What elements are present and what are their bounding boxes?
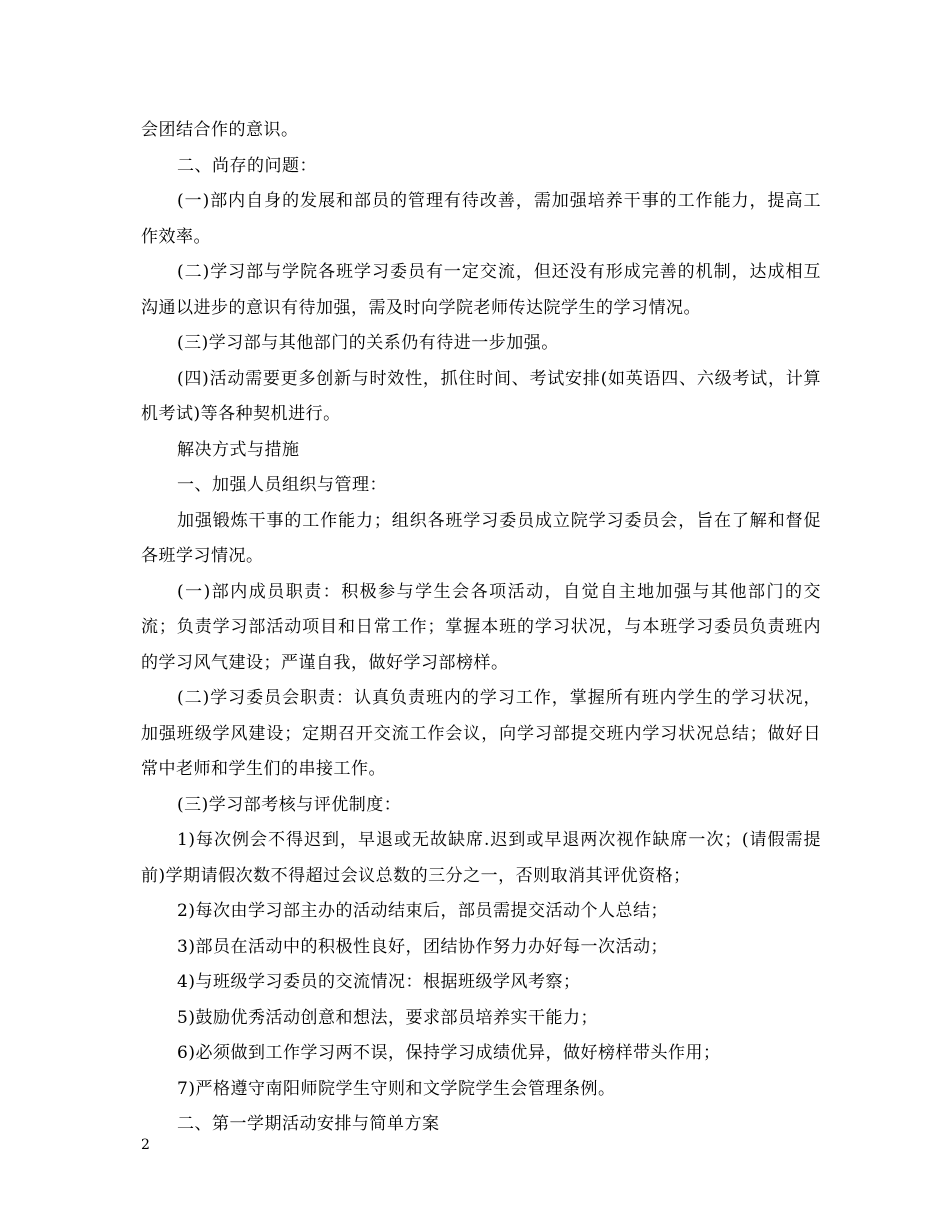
document-body: [141, 113, 821, 1143]
page-number: 2: [141, 1137, 150, 1153]
list-item: 6)必须做到工作学习两不误，保持学习成绩优异，做好榜样带头作用；: [177, 1043, 721, 1063]
paragraph: (一)部内成员职责：积极参与学生会各项活动，自觉自主地加强与其他部门的交流；负责学习部活动项目和日常工作；掌握本班的学习状况，与本班学习委员负责班内的学习风气建设；严谨自我，做好学习部榜样。: [141, 581, 821, 673]
paragraph: (四)活动需要更多创新与时效性，抓住时间、考试安排(如英语四、六级考试，计算机考试)等各种契机进行。: [141, 368, 821, 424]
list-item: 1)每次例会不得迟到，早退或无故缺席.迟到或早退两次视作缺席一次；(请假需提前)学期请假次数不得超过会议总数的三分之一，否则取消其评优资格；: [141, 830, 821, 886]
paragraph: (一)部内自身的发展和部员的管理有待改善，需加强培养干事的工作能力，提高工作效率。: [141, 191, 821, 247]
paragraph: (三)学习部与其他部门的关系仍有待进一步加强。: [177, 333, 559, 353]
list-item: 7)严格遵守南阳师院学生守则和文学院学生会管理条例。: [177, 1078, 616, 1099]
section-heading: 一、加强人员组织与管理：: [177, 475, 387, 495]
section-heading: (三)学习部考核与评优制度：: [177, 794, 402, 815]
paragraph: 加强锻炼干事的工作能力；组织各班学习委员成立院学习委员会，旨在了解和督促各班学习情况。: [141, 510, 821, 566]
section-heading: 二、尚存的问题：: [177, 155, 317, 176]
list-item: 5)鼓励优秀活动创意和想法，要求部员培养实干能力；: [177, 1007, 598, 1028]
section-heading: 二、第一学期活动安排与简单方案: [177, 1114, 440, 1134]
list-item: 4)与班级学习委员的交流情况：根据班级学风考察；: [177, 972, 581, 992]
paragraph: (二)学习部与学院各班学习委员有一定交流，但还没有形成完善的机制，达成相互沟通以进步的意识有待加强，需及时向学院老师传达院学生的学习情况。: [141, 262, 821, 318]
section-heading: 解决方式与措施: [177, 439, 300, 460]
list-item: 2)每次由学习部主办的活动结束后，部员需提交活动个人总结；: [177, 901, 668, 921]
paragraph: 会团结合作的意识。: [141, 120, 299, 140]
list-item: 3)部员在活动中的积极性良好，团结协作努力办好每一次活动；: [177, 936, 668, 957]
paragraph: (二)学习委员会职责：认真负责班内的学习工作，掌握所有班内学生的学习状况，加强班级学风建设；定期召开交流工作会议，向学习部提交班内学习状况总结；做好日常中老师和学生们的串接工作。: [141, 688, 821, 779]
